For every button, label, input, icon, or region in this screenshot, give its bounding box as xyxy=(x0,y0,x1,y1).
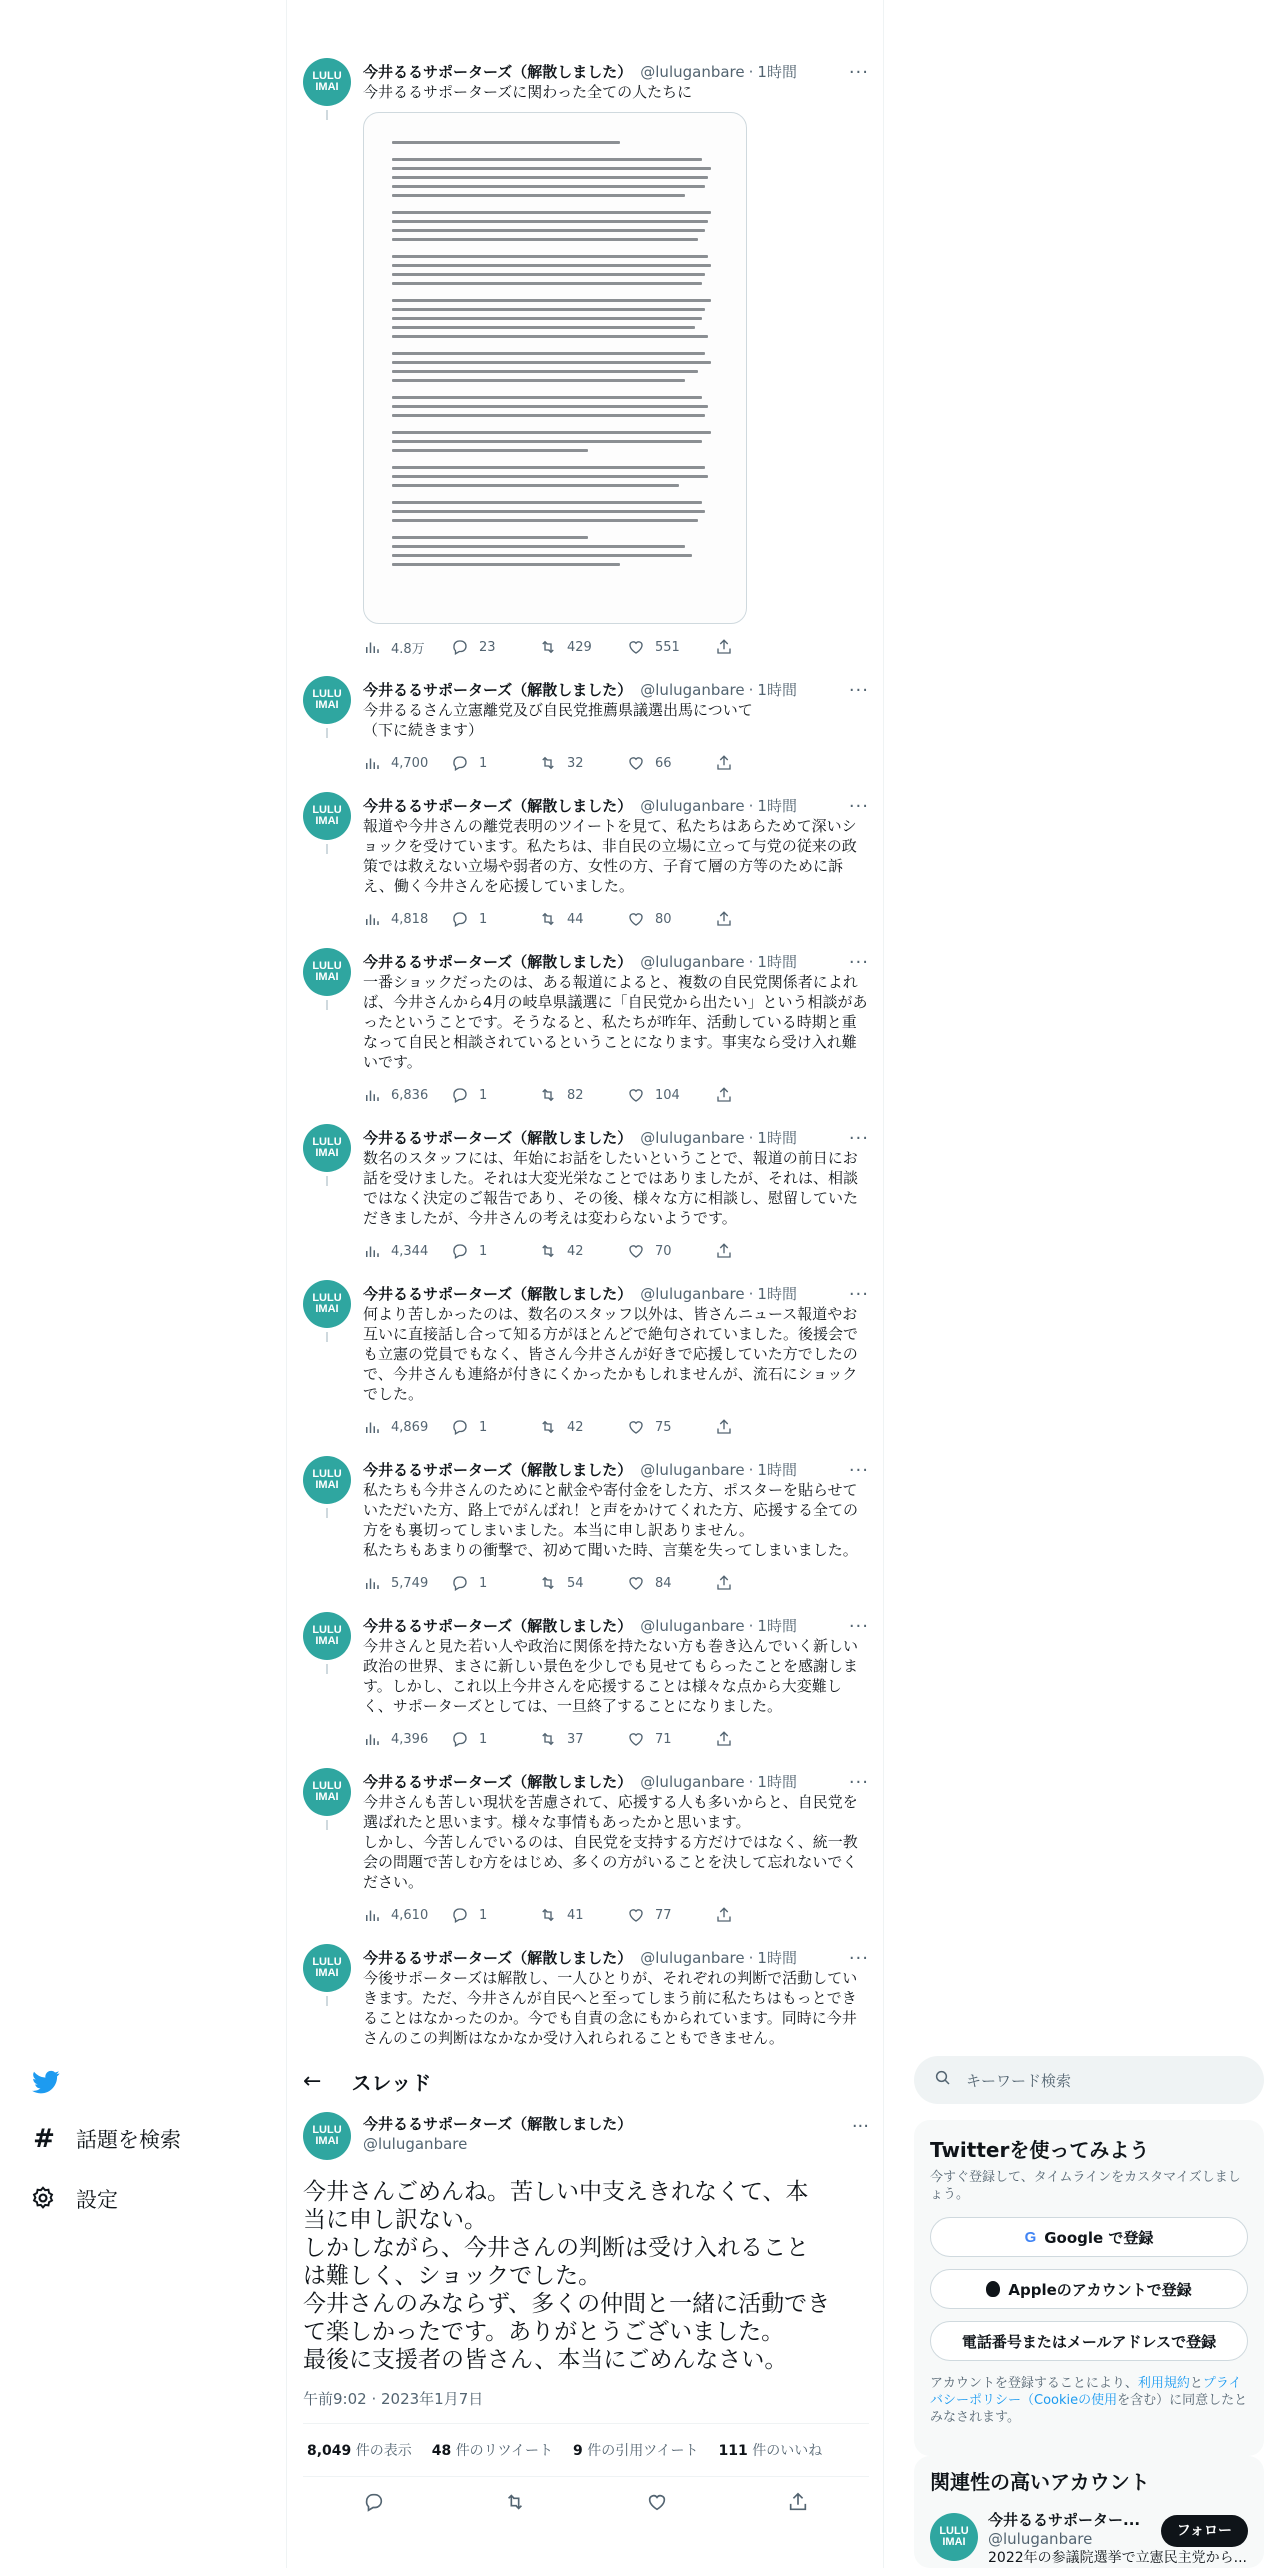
tweet-time[interactable]: 1時間 xyxy=(757,1949,797,1967)
tweet-actions xyxy=(363,1236,869,1266)
avatar[interactable]: LULU IMAI xyxy=(303,792,351,840)
thread-tweet[interactable]: LULU IMAI ··· 今井るるサポーターズ（解散しました） @luluganbare · 1時間 私たちも今井さんのためにと献金や寄付金をした方、ポスターを貼らせていただいた方、路上でがんばれ！と声をかけてくれた方、応援する全ての方をも裏切ってしまいました。本当に申し訳ありません。 私たちもあまりの衝撃で、初めて聞いた時、言葉を失ってしまいました。 5,749 1 54 84 xyxy=(287,1456,884,1612)
avatar-column xyxy=(303,792,351,840)
author-name[interactable]: 今井るるサポーターズ（解散しました） xyxy=(363,1461,633,1479)
gear-icon xyxy=(30,2185,58,2213)
tweet-text: 数名のスタッフには、年始にお話をしたいということで、報道の前日にお話を受けました。それは大変光栄なことではありましたが、それは、相談ではなく決定のご報告であり、その後、様々な方に相談し、慰留していただきましたが、今井さんの考えは変わらないようです。 xyxy=(363,1149,859,1227)
likes-action[interactable]: 104 xyxy=(627,1086,715,1104)
more-icon[interactable]: ··· xyxy=(848,796,869,817)
retweet-icon xyxy=(539,1418,557,1436)
retweet-icon[interactable] xyxy=(504,2491,526,2517)
avatar-column xyxy=(303,58,351,106)
like-icon xyxy=(627,638,645,656)
privacy-link[interactable]: プライバシーポリシー（Cookieの使用 xyxy=(930,2376,1242,2408)
likes-action[interactable]: 71 xyxy=(627,1730,715,1748)
share-icon xyxy=(715,1730,733,1748)
share-action[interactable] xyxy=(715,754,803,772)
author-handle[interactable]: @luluganbare xyxy=(640,1285,745,1303)
retweets-action[interactable]: 82 xyxy=(539,1086,627,1104)
avatar-column xyxy=(303,1456,351,1504)
thread-tweet[interactable]: LULU IMAI ··· 今井るるサポーターズ（解散しました） @luluganbare · 1時間 一番ショックだったのは、ある報道によると、複数の自民党関係者によれば、今井さんから4月の岐阜県議選に「自民党から出たい」という相談があったということです。そうなると、私たちが昨年、活動している時期と重なって自民と相談されているということになります。事実なら受け入れ難いです。 6,836 1 82 104 xyxy=(287,948,884,1124)
tweet-text: 今井さんも苦しい現状を苦慮されて、応援する人も多いからと、自民党を選ばれたと思います。様々な事情もあったかと思います。 しかし、今苦しんでいるのは、自民党を支持する方だけではなく、統一教会の問題で苦しむ方をはじめ、多くの方がいることを決して忘れないでください。 xyxy=(363,1793,858,1891)
avatar[interactable]: LULU IMAI xyxy=(303,1768,351,1816)
reply-icon xyxy=(451,910,469,928)
more-icon[interactable]: ··· xyxy=(848,1284,869,1305)
tweet-text: 今後サポーターズは解散し、一人ひとりが、それぞれの判断で活動していきます。ただ、今井さんが自民へと至ってしまう前に私たちはもっとできることはなかったのか。今でも自責の念にもかられています。同時に今井さんのこの判断はなかなか受け入れられることもできません。 xyxy=(363,1969,858,2047)
reply-icon xyxy=(451,1574,469,1592)
signup-subtitle: 今すぐ登録して、タイムラインをカスタマイズしましょう。 xyxy=(930,2170,1241,2202)
share-icon xyxy=(715,1418,733,1436)
phone-signup-button[interactable]: 電話番号またはメールアドレスで登録 xyxy=(930,2321,1248,2361)
retweet-icon xyxy=(539,1574,557,1592)
tweet-text: 今井るるサポーターズに関わった全ての人たちに xyxy=(363,83,693,101)
avatar[interactable]: LULU IMAI xyxy=(303,1612,351,1660)
stat-item[interactable]: 8,049 件の表示 xyxy=(307,2443,412,2459)
more-icon[interactable]: ··· xyxy=(848,1616,869,1637)
related-bio: 2022年の参議院選挙で立憲民主党から... xyxy=(988,2550,1247,2566)
avatar-column xyxy=(303,1944,351,1992)
replies-action[interactable]: 1 xyxy=(451,1730,539,1748)
focus-stats xyxy=(303,2424,869,2477)
author-handle[interactable]: @luluganbare xyxy=(640,1129,745,1147)
thread-header xyxy=(287,2055,884,2108)
thread-tweet[interactable]: LULU IMAI ··· 今井るるサポーターズ（解散しました） @luluganbare · 1時間 今井るるさん立憲離党及び自民党推薦県議選出馬について （下に続きます） 4,700 1 32 66 xyxy=(287,676,884,792)
share-icon xyxy=(715,754,733,772)
likes-action[interactable]: 75 xyxy=(627,1418,715,1436)
tweet-text: 何より苦しかったのは、数名のスタッフ以外は、皆さんニュース報道やお互いに直接話し合って知る方がほとんどで絶句されていました。後援会でも立憲の党員でもなく、皆さん今井さんが好きで応援していた方でしたので、今井さんも連絡が付きにくかったかもしれませんが、流石にショックでした。 xyxy=(363,1305,859,1403)
stat-item[interactable]: 111 件のいいね xyxy=(718,2443,823,2459)
author-name[interactable]: 今井るるサポーターズ（解散しました） xyxy=(363,1129,633,1147)
replies-action[interactable]: 1 xyxy=(451,910,539,928)
author-handle[interactable]: @luluganbare xyxy=(640,681,745,699)
nav-explore[interactable] xyxy=(30,2124,181,2154)
like-icon xyxy=(627,1418,645,1436)
views-action[interactable]: 4,396 xyxy=(363,1730,451,1748)
author-name[interactable]: 今井るるサポーターズ（解散しました） xyxy=(363,2115,633,2133)
retweets-action[interactable]: 44 xyxy=(539,910,627,928)
views-icon xyxy=(363,754,381,772)
tweet-actions xyxy=(363,1080,869,1110)
author-name[interactable]: 今井るるサポーターズ（解散しました） xyxy=(363,1773,633,1791)
retweet-icon xyxy=(539,1242,557,1260)
likes-action[interactable]: 70 xyxy=(627,1242,715,1260)
search-box[interactable] xyxy=(914,2056,1264,2104)
more-icon[interactable]: ··· xyxy=(848,1772,869,1793)
like-icon xyxy=(627,754,645,772)
thread-connector xyxy=(326,844,328,854)
share-action[interactable] xyxy=(715,910,803,928)
retweets-action[interactable]: 42 xyxy=(539,1418,627,1436)
avatar-column xyxy=(303,1768,351,1816)
author-name[interactable]: 今井るるサポーターズ（解散しました） xyxy=(363,953,633,971)
retweets-action[interactable]: 429 xyxy=(539,638,627,656)
tweet-actions xyxy=(363,1412,869,1442)
views-icon xyxy=(363,1086,381,1104)
replies-action[interactable]: 1 xyxy=(451,1906,539,1924)
tweet-time[interactable]: 1時間 xyxy=(757,1773,797,1791)
tweet-time[interactable]: 1時間 xyxy=(757,1617,797,1635)
tweet-time[interactable]: 1時間 xyxy=(757,1461,797,1479)
replies-action[interactable]: 1 xyxy=(451,1242,539,1260)
avatar[interactable]: LULU IMAI xyxy=(303,676,351,724)
reply-icon[interactable] xyxy=(363,2491,385,2517)
tweet-actions xyxy=(363,1724,869,1754)
retweets-action[interactable]: 54 xyxy=(539,1574,627,1592)
tweet-text: 私たちも今井さんのためにと献金や寄付金をした方、ポスターを貼らせていただいた方、路上でがんばれ！と声をかけてくれた方、応援する全ての方をも裏切ってしまいました。本当に申し訳ありません。 私たちもあまりの衝撃で、初めて聞いた時、言葉を失ってしまいました。 xyxy=(363,1481,859,1559)
follow-button[interactable]: フォロー xyxy=(1161,2515,1248,2547)
share-action[interactable] xyxy=(715,1730,803,1748)
thread-connector xyxy=(326,1820,328,1830)
author-handle[interactable]: @luluganbare xyxy=(640,1617,745,1635)
google-signup-button[interactable]: G Google で登録 xyxy=(930,2217,1248,2257)
reply-icon xyxy=(451,1730,469,1748)
retweet-icon xyxy=(539,754,557,772)
focused-tweet xyxy=(287,2055,884,2568)
avatar[interactable]: LULU IMAI xyxy=(303,1280,351,1328)
tweet-actions xyxy=(363,632,869,662)
nav-settings-label: 設定 xyxy=(76,2188,118,2212)
author-handle[interactable]: @luluganbare xyxy=(363,2135,468,2153)
share-action[interactable] xyxy=(715,638,803,656)
thread-tweet[interactable]: LULU IMAI ··· 今井るるサポーターズ（解散しました） @luluganbare · 1時間 今井るるサポーターズに関わった全ての人たちに 4.8万 23 429 551 xyxy=(287,58,884,676)
retweet-icon xyxy=(539,1906,557,1924)
tweet-image[interactable] xyxy=(363,112,747,624)
tweet-actions xyxy=(363,904,869,934)
avatar[interactable]: LULU IMAI xyxy=(303,1944,351,1992)
tweet-actions xyxy=(363,748,869,778)
replies-action[interactable]: 23 xyxy=(451,638,539,656)
more-icon[interactable]: ··· xyxy=(848,1460,869,1481)
share-icon xyxy=(715,910,733,928)
author-name[interactable]: 今井るるサポーターズ（解散しました） xyxy=(363,797,633,815)
reply-icon xyxy=(451,1418,469,1436)
tweet-time[interactable]: 1時間 xyxy=(757,681,797,699)
thread-tweet[interactable]: LULU IMAI ··· 今井るるサポーターズ（解散しました） @luluganbare · 1時間 今井さんと見た若い人や政治に関係を持たない方も巻き込んでいく新しい政治の世界、まさに新しい景色を少しでも見せてもらったことを感謝します。しかし、これ以上今井さんを応援することは様々な点から大変難しく、サポーターズとしては、一旦終了することになりました。 4,396 1 37 71 xyxy=(287,1612,884,1768)
thread-connector xyxy=(326,1996,328,2006)
reply-icon xyxy=(451,638,469,656)
share-icon xyxy=(715,1242,733,1260)
related-title: 関連性の高いアカウント xyxy=(930,2470,1150,2494)
retweet-icon xyxy=(539,1086,557,1104)
tweet-actions xyxy=(363,1900,869,1930)
avatar[interactable]: LULU IMAI xyxy=(303,58,351,106)
search-icon xyxy=(934,2069,952,2091)
thread-tweet[interactable]: LULU IMAI ··· 今井るるサポーターズ（解散しました） @luluganbare · 1時間 数名のスタッフには、年始にお話をしたいということで、報道の前日にお話を受けました。それは大変光栄なことではありましたが、それは、相談ではなく決定のご報告であり、その後、様々な方に相談し、慰留していただきましたが、今井さんの考えは変わらないようです。 4,344 1 42 70 xyxy=(287,1124,884,1280)
thread-connector xyxy=(326,110,328,120)
more-icon[interactable]: ··· xyxy=(848,680,869,701)
right-sidebar xyxy=(884,0,1284,2568)
like-icon xyxy=(627,1906,645,1924)
author-handle[interactable]: @luluganbare xyxy=(640,797,745,815)
likes-action[interactable]: 80 xyxy=(627,910,715,928)
avatar-column xyxy=(303,948,351,996)
views-icon xyxy=(363,1574,381,1592)
main-column xyxy=(286,0,884,2568)
views-action[interactable]: 4,869 xyxy=(363,1418,451,1436)
tweet-time[interactable]: 1時間 xyxy=(757,1285,797,1303)
likes-action[interactable]: 84 xyxy=(627,1574,715,1592)
apple-signup-button[interactable]: Appleのアカウントで登録 xyxy=(930,2269,1248,2309)
author-handle[interactable]: @luluganbare xyxy=(640,1949,745,1967)
share-icon xyxy=(715,638,733,656)
share-action[interactable] xyxy=(715,1242,803,1260)
thread-connector xyxy=(326,1000,328,1010)
related-name: 今井るるサポーター... xyxy=(988,2511,1141,2529)
back-arrow-icon[interactable]: ← xyxy=(303,2069,322,2094)
views-action[interactable]: 4,344 xyxy=(363,1242,451,1260)
more-icon[interactable]: ··· xyxy=(851,2116,869,2137)
avatar-column xyxy=(303,676,351,724)
share-icon[interactable] xyxy=(787,2491,809,2517)
replies-action[interactable]: 1 xyxy=(451,1086,539,1104)
related-accounts-card xyxy=(914,2456,1264,2568)
reply-icon xyxy=(451,1086,469,1104)
like-icon xyxy=(627,1086,645,1104)
retweets-action[interactable]: 42 xyxy=(539,1242,627,1260)
thread-connector xyxy=(326,1508,328,1518)
retweet-icon xyxy=(539,1730,557,1748)
share-icon xyxy=(715,1086,733,1104)
views-icon xyxy=(363,1730,381,1748)
signup-card xyxy=(914,2120,1264,2456)
thread-tweet[interactable]: LULU IMAI ··· 今井るるサポーターズ（解散しました） @luluganbare · 1時間 報道や今井さんの離党表明のツイートを見て、私たちはあらためて深いショックを受けています。私たちは、非自民の立場に立って与党の従来の政策では救えない立場や弱者の方、女性の方、子育て層の方等のために訴え、働く今井さんを応援していました。 4,818 1 44 80 xyxy=(287,792,884,948)
author-handle[interactable]: @luluganbare xyxy=(640,1461,745,1479)
nav-explore-label: 話題を検索 xyxy=(76,2128,181,2152)
thread-tweet[interactable]: LULU IMAI ··· 今井るるサポーターズ（解散しました） @luluganbare · 1時間 今井さんも苦しい現状を苦慮されて、応援する人も多いからと、自民党を選ばれたと思います。様々な事情もあったかと思います。 しかし、今苦しんでいるのは、自民党を支持する方だけではなく、統一教会の問題で苦しむ方をはじめ、多くの方がいることを決して忘れないでください。 4,610 1 41 77 xyxy=(287,1768,884,1944)
views-action[interactable]: 5,749 xyxy=(363,1574,451,1592)
share-action[interactable] xyxy=(715,1418,803,1436)
likes-action[interactable]: 66 xyxy=(627,754,715,772)
thread-connector xyxy=(326,728,328,738)
stat-item[interactable]: 9 件の引用ツイート xyxy=(573,2443,699,2459)
thread-tweet[interactable]: LULU IMAI ··· 今井るるサポーターズ（解散しました） @luluganbare · 1時間 今後サポーターズは解散し、一人ひとりが、それぞれの判断で活動していきます。ただ、今井さんが自民へと至ってしまう前に私たちはもっとできることはなかったのか。今でも自責の念にもかられています。同時に今井さんのこの判断はなかなか受け入れられることもできません。 xyxy=(287,1944,884,2055)
focus-text: 今井さんごめんね。苦しい中支えきれなくて、本当に申し訳ない。 しかしながら、今井さんの判断は受け入れることは難しく、ショックでした。 今井さんのみならず、多くの仲間と一緒に活動できて楽しかったです。ありがとうございました。 最後に支援者の皆さん、本当にごめんなさい。 xyxy=(303,2179,831,2373)
reply-icon xyxy=(451,754,469,772)
replies-action[interactable]: 1 xyxy=(451,1574,539,1592)
google-icon: G xyxy=(1024,2228,1037,2246)
retweets-action[interactable]: 32 xyxy=(539,754,627,772)
thread-connector xyxy=(326,1664,328,1674)
author-name[interactable]: 今井るるサポーターズ（解散しました） xyxy=(363,1617,633,1635)
like-icon xyxy=(627,1730,645,1748)
views-action[interactable]: 4,700 xyxy=(363,754,451,772)
tweet-time[interactable]: 1時間 xyxy=(757,63,797,81)
avatar[interactable]: LULU IMAI xyxy=(303,2112,351,2160)
like-icon[interactable] xyxy=(646,2491,668,2517)
tweet-actions xyxy=(363,1568,869,1598)
views-icon xyxy=(363,1418,381,1436)
views-action[interactable]: 4.8万 xyxy=(363,638,451,657)
like-icon xyxy=(627,1574,645,1592)
avatar-column xyxy=(303,1612,351,1660)
thread-tweet[interactable]: LULU IMAI ··· 今井るるサポーターズ（解散しました） @luluganbare · 1時間 何より苦しかったのは、数名のスタッフ以外は、皆さんニュース報道やお互いに直接話し合って知る方がほとんどで絶句されていました。後援会でも立憲の党員でもなく、皆さん今井さんが好きで応援していた方でしたので、今井さんも連絡が付きにくかったかもしれませんが、流石にショックでした。 4,869 1 42 75 xyxy=(287,1280,884,1456)
likes-action[interactable]: 77 xyxy=(627,1906,715,1924)
author-handle[interactable]: @luluganbare xyxy=(640,1773,745,1791)
tweet-time[interactable]: 1時間 xyxy=(757,953,797,971)
thread-connector xyxy=(326,1332,328,1342)
author-handle[interactable]: @luluganbare xyxy=(640,953,745,971)
thread-connector xyxy=(326,1176,328,1186)
replies-action[interactable]: 1 xyxy=(451,1418,539,1436)
related-account[interactable] xyxy=(914,2505,1264,2567)
likes-action[interactable]: 551 xyxy=(627,638,715,656)
search-placeholder: キーワード検索 xyxy=(966,2071,1072,2090)
avatar[interactable]: LULU IMAI xyxy=(303,1456,351,1504)
retweets-action[interactable]: 41 xyxy=(539,1906,627,1924)
thread-list xyxy=(287,58,884,2055)
nav-settings[interactable] xyxy=(30,2184,118,2214)
tweet-text: 一番ショックだったのは、ある報道によると、複数の自民党関係者によれば、今井さんから4月の岐阜県議選に「自民党から出たい」という相談があったということです。そうなると、私たちが昨年、活動している時期と重なって自民と相談されているということになります。事実なら受け入れ難いです。 xyxy=(363,973,868,1071)
views-icon xyxy=(363,638,381,656)
more-icon[interactable]: ··· xyxy=(848,952,869,973)
apple-icon xyxy=(986,2281,1000,2297)
views-icon xyxy=(363,1906,381,1924)
more-icon[interactable]: ··· xyxy=(848,1128,869,1149)
avatar[interactable]: LULU IMAI xyxy=(303,948,351,996)
views-icon xyxy=(363,910,381,928)
tweet-text: 今井るるさん立憲離党及び自民党推薦県議選出馬について （下に続きます） xyxy=(363,701,753,739)
tweet-text: 今井さんと見た若い人や政治に関係を持たない方も巻き込んでいく新しい政治の世界、まさに新しい景色を少しでも見せてもらったことを感謝します。しかし、これ以上今井さんを応援することは様々な点から大変難しく、サポーターズとしては、一旦終了することになりました。 xyxy=(363,1637,859,1715)
replies-action[interactable]: 1 xyxy=(451,754,539,772)
share-icon xyxy=(715,1906,733,1924)
tweet-text: 報道や今井さんの離党表明のツイートを見て、私たちはあらためて深いショックを受けています。私たちは、非自民の立場に立って与党の従来の政策では救えない立場や弱者の方、女性の方、子育て層の方等のために訴え、働く今井さんを応援していました。 xyxy=(363,817,857,895)
share-action[interactable] xyxy=(715,1574,803,1592)
stat-item[interactable]: 48 件のリツイート xyxy=(431,2443,553,2459)
views-action[interactable]: 4,818 xyxy=(363,910,451,928)
share-action[interactable] xyxy=(715,1086,803,1104)
more-icon[interactable]: ··· xyxy=(848,1948,869,1969)
views-action[interactable]: 6,836 xyxy=(363,1086,451,1104)
retweet-icon xyxy=(539,638,557,656)
retweet-icon xyxy=(539,910,557,928)
author-name[interactable]: 今井るるサポーターズ（解散しました） xyxy=(363,1285,633,1303)
avatar[interactable]: LULU IMAI xyxy=(930,2513,978,2561)
reply-icon xyxy=(451,1242,469,1260)
like-icon xyxy=(627,1242,645,1260)
terms-link[interactable]: 利用規約 xyxy=(1137,2376,1190,2391)
author-name[interactable]: 今井るるサポーターズ（解散しました） xyxy=(363,63,633,81)
left-navigation xyxy=(0,0,286,2568)
avatar-column xyxy=(303,1280,351,1328)
focus-author xyxy=(287,2108,884,2168)
views-icon xyxy=(363,1242,381,1260)
twitter-logo-icon[interactable] xyxy=(30,2068,64,2098)
reply-icon xyxy=(451,1906,469,1924)
focus-timestamp[interactable]: 午前9:02 · 2023年1月7日 xyxy=(303,2374,869,2424)
signup-title: Twitterを使ってみよう xyxy=(930,2138,1150,2162)
share-icon xyxy=(715,1574,733,1592)
author-name[interactable]: 今井るるサポーターズ（解散しました） xyxy=(363,1949,633,1967)
hashtag-icon: # xyxy=(33,2124,55,2154)
retweets-action[interactable]: 37 xyxy=(539,1730,627,1748)
thread-title: スレッド xyxy=(351,2071,432,2095)
tweet-time[interactable]: 1時間 xyxy=(757,1129,797,1147)
terms-text: アカウントを登録することにより、利用規約とプライバシーポリシー（Cookieの使用を含む）に同意したとみなされます。 xyxy=(930,2376,1248,2425)
more-icon[interactable]: ··· xyxy=(848,62,869,83)
avatar-column xyxy=(303,1124,351,1172)
author-name[interactable]: 今井るるサポーターズ（解散しました） xyxy=(363,681,633,699)
like-icon xyxy=(627,910,645,928)
author-handle[interactable]: @luluganbare xyxy=(640,63,745,81)
focus-actions xyxy=(303,2477,869,2531)
avatar[interactable]: LULU IMAI xyxy=(303,1124,351,1172)
tweet-time[interactable]: 1時間 xyxy=(757,797,797,815)
share-action[interactable] xyxy=(715,1906,803,1924)
related-handle: @luluganbare xyxy=(988,2530,1093,2548)
views-action[interactable]: 4,610 xyxy=(363,1906,451,1924)
